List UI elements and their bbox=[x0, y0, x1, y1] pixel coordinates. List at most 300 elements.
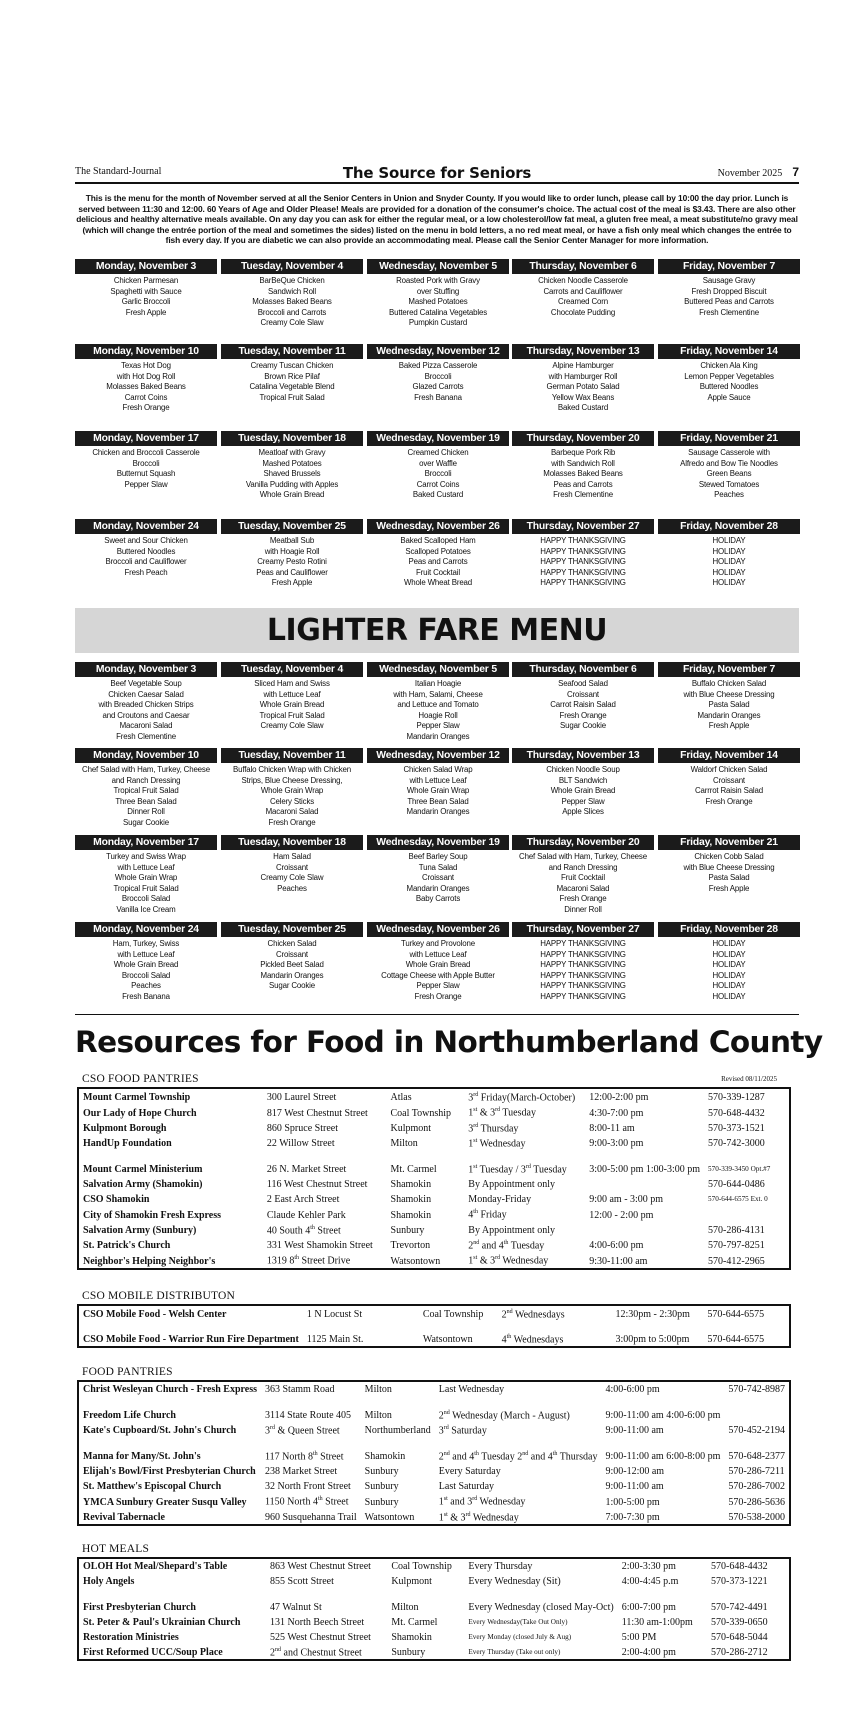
resource-row bbox=[78, 1509, 790, 1525]
resource-phone: 570-742-3000 bbox=[708, 1138, 765, 1150]
meal-item: HAPPY THANKSGIVING bbox=[540, 578, 626, 588]
meal-items bbox=[365, 536, 511, 589]
resource-phone: 570-286-7002 bbox=[728, 1481, 786, 1493]
day-header: Thursday, November 27 bbox=[512, 519, 654, 534]
resource-phone: 570-644-0486 bbox=[708, 1179, 765, 1191]
meal-item: Fruit Cocktail bbox=[561, 873, 605, 883]
day-header: Friday, November 28 bbox=[658, 519, 800, 534]
resource-addr: 817 West Chestnut Street bbox=[266, 1107, 368, 1119]
publication-name: The Standard-Journal bbox=[75, 166, 162, 177]
meal-item: Pasta Salad bbox=[708, 700, 750, 710]
resource-addr: 1319 8th Street Drive bbox=[266, 1255, 351, 1267]
meal-item: with Hamburger Roll bbox=[548, 371, 618, 381]
resource-when: Last Saturday bbox=[438, 1481, 495, 1493]
resource-row bbox=[78, 1629, 790, 1644]
day-header: Friday, November 7 bbox=[658, 662, 800, 677]
resource-city: Mt. Carmel bbox=[390, 1164, 437, 1176]
resource-section-title: HOT MEALS bbox=[82, 1543, 150, 1555]
meal-items bbox=[219, 679, 365, 732]
meal-item: Molasses Baked Beans bbox=[543, 469, 623, 479]
resource-city: Northumberland bbox=[364, 1425, 431, 1437]
meal-item: Fresh Clementine bbox=[699, 307, 759, 317]
meal-item: Whole Grain Bread bbox=[259, 490, 325, 500]
resource-addr: Claude Kehler Park bbox=[266, 1209, 346, 1221]
resource-time: 4:30-7:00 pm bbox=[589, 1107, 644, 1119]
meal-item: Tropical Fruit Salad bbox=[113, 883, 179, 893]
resource-name: HandUp Foundation bbox=[83, 1138, 172, 1150]
meal-item: Barbeque Pork Rib bbox=[550, 448, 616, 457]
meal-item: Broccoli bbox=[132, 458, 160, 468]
resource-time: 9:30-11:00 am bbox=[589, 1255, 648, 1267]
resource-row bbox=[78, 1104, 790, 1119]
resource-time: 12:00 - 2:00 pm bbox=[589, 1209, 654, 1221]
resource-phone: 570-452-2194 bbox=[728, 1425, 786, 1437]
meal-item: HAPPY THANKSGIVING bbox=[540, 970, 626, 980]
resource-city: Trevorton bbox=[390, 1240, 431, 1252]
resource-time: 4:00-6:00 pm bbox=[589, 1240, 644, 1252]
resource-addr: 116 West Chestnut Street bbox=[266, 1179, 368, 1191]
meal-item: Chef Salad with Ham, Turkey, Cheese bbox=[519, 852, 647, 861]
resource-when: 2nd Wednesday (March - August) bbox=[438, 1409, 570, 1421]
meal-items bbox=[73, 448, 219, 490]
meal-item: with Lettuce Leaf bbox=[409, 949, 467, 959]
meal-item: Fresh Orange bbox=[705, 796, 753, 806]
resource-phone bbox=[704, 1206, 790, 1221]
resource-row bbox=[78, 1493, 790, 1508]
lighter-fare-title: LIGHTER FARE MENU bbox=[75, 608, 799, 653]
meal-item: Sausage Casserole with bbox=[688, 448, 770, 457]
resource-when: Monday-Friday bbox=[468, 1194, 532, 1206]
meal-items bbox=[510, 276, 656, 318]
resource-name: St. Peter & Paul's Ukrainian Church bbox=[83, 1617, 241, 1628]
meal-item: HAPPY THANKSGIVING bbox=[540, 949, 626, 959]
meal-item: HOLIDAY bbox=[712, 939, 746, 948]
resource-row bbox=[78, 1252, 790, 1268]
meal-item: HAPPY THANKSGIVING bbox=[540, 536, 626, 545]
resource-addr: 117 North 8th Street bbox=[265, 1451, 344, 1463]
meal-item: Broccoli bbox=[424, 469, 452, 479]
meal-item: Meatball Sub bbox=[269, 536, 315, 545]
meal-item: Ham Salad bbox=[273, 852, 311, 861]
meal-item: Chicken Caesar Salad bbox=[108, 689, 184, 699]
resource-time: 3:00-5:00 pm 1:00-3:00 pm bbox=[589, 1164, 701, 1176]
meal-item: and Ranch Dressing bbox=[548, 862, 618, 872]
meal-item: Baked Custard bbox=[557, 403, 609, 413]
meal-item: Hoagie Roll bbox=[418, 710, 458, 720]
meal-item: Fresh Orange bbox=[559, 710, 607, 720]
meal-item: Turkey and Swiss Wrap bbox=[106, 852, 186, 861]
resource-city: Sunbury bbox=[391, 1647, 426, 1659]
meal-item: Texas Hot Dog bbox=[121, 361, 171, 370]
meal-item: Three Bean Salad bbox=[115, 796, 177, 806]
meal-items bbox=[219, 939, 365, 992]
meal-item: Apple Sauce bbox=[707, 392, 751, 402]
resource-name: Kate's Cupboard/St. John's Church bbox=[83, 1425, 237, 1437]
meal-item: Peaches bbox=[131, 981, 161, 991]
resource-addr: 131 North Beech Street bbox=[270, 1617, 365, 1628]
meal-item: HOLIDAY bbox=[712, 970, 746, 980]
meal-item: Mandarin Oranges bbox=[260, 970, 324, 980]
resource-name: Manna for Many/St. John's bbox=[83, 1451, 201, 1463]
resource-row bbox=[78, 1222, 790, 1237]
day-header: Thursday, November 13 bbox=[512, 344, 654, 359]
meal-item: Three Bean Salad bbox=[407, 796, 469, 806]
resource-row bbox=[78, 1088, 790, 1104]
meal-items bbox=[365, 679, 511, 743]
resource-time: 6:00-7:00 pm bbox=[621, 1602, 676, 1613]
meal-item: Italian Hoagie bbox=[414, 679, 462, 688]
resource-time: 12:30pm - 2:30pm bbox=[615, 1309, 690, 1321]
resource-city: Milton bbox=[364, 1410, 392, 1421]
meal-item: Celery Sticks bbox=[269, 796, 315, 806]
resource-phone: 570-742-8987 bbox=[728, 1384, 786, 1395]
meal-item: Chicken Ala King bbox=[700, 361, 758, 370]
resource-when: 1st & 3rd Tuesday bbox=[468, 1107, 536, 1119]
meal-items bbox=[510, 679, 656, 732]
meal-item: Beef Vegetable Soup bbox=[110, 679, 182, 688]
resource-name: Neighbor's Helping Neighbor's bbox=[83, 1255, 216, 1267]
meal-item: Chocolate Pudding bbox=[550, 307, 616, 317]
resource-row bbox=[78, 1422, 790, 1437]
resource-name: Holy Angels bbox=[83, 1576, 135, 1587]
day-header: Thursday, November 6 bbox=[512, 662, 654, 677]
resource-city: Mt. Carmel bbox=[391, 1617, 438, 1628]
meal-item: Carrrot Raisin Salad bbox=[694, 786, 764, 796]
meal-item: Broccoli bbox=[424, 371, 452, 381]
meal-items bbox=[656, 939, 802, 1003]
day-header: Friday, November 21 bbox=[658, 431, 800, 446]
meal-item: Whole Grain Bread bbox=[113, 960, 179, 970]
meal-item: Chicken Noodle Soup bbox=[546, 765, 620, 774]
resource-phone: 570-373-1521 bbox=[708, 1122, 765, 1134]
meal-item: with Sandwich Roll bbox=[551, 458, 615, 468]
resource-addr: 2 East Arch Street bbox=[266, 1194, 340, 1206]
meal-item: Mandarin Oranges bbox=[406, 731, 470, 741]
resource-phone: 570-742-4491 bbox=[710, 1602, 768, 1613]
meal-item: Fresh Banana bbox=[414, 392, 462, 402]
resource-name: City of Shamokin Fresh Express bbox=[83, 1209, 221, 1221]
resource-time: 1:00-5:00 pm bbox=[605, 1496, 660, 1508]
meal-item: Chicken Cobb Salad bbox=[694, 852, 764, 861]
day-header: Tuesday, November 11 bbox=[221, 748, 363, 763]
resource-city: Milton bbox=[390, 1138, 418, 1150]
resource-phone: 570-648-4432 bbox=[708, 1107, 765, 1119]
meal-item: Creamy Tuscan Chicken bbox=[250, 361, 334, 370]
meal-item: Glazed Carrots bbox=[412, 382, 464, 392]
resource-name: Our Lady of Hope Church bbox=[83, 1107, 197, 1119]
resource-when: 1st & 3rd Wednesday bbox=[438, 1511, 519, 1523]
day-header: Wednesday, November 12 bbox=[367, 344, 509, 359]
resource-addr: 1125 Main St. bbox=[306, 1334, 364, 1346]
meal-items bbox=[656, 361, 802, 403]
meal-item: Roasted Pork with Gravy bbox=[396, 276, 480, 285]
meal-items bbox=[219, 765, 365, 829]
resource-addr: 32 North Front Street bbox=[265, 1481, 351, 1493]
meal-item: with Lettuce Leaf bbox=[409, 775, 467, 785]
day-header: Monday, November 3 bbox=[75, 259, 217, 274]
meal-items bbox=[73, 361, 219, 414]
resource-name: CSO Mobile Food - Welsh Center bbox=[83, 1309, 227, 1321]
meal-item: Carrot Raisin Salad bbox=[550, 700, 616, 710]
day-header: Friday, November 7 bbox=[658, 259, 800, 274]
meal-item: Sugar Cookie bbox=[122, 817, 169, 827]
meal-item: Croissant bbox=[713, 775, 745, 785]
resource-addr: 2nd and Chestnut Street bbox=[270, 1647, 362, 1659]
meal-item: HAPPY THANKSGIVING bbox=[540, 557, 626, 567]
meal-items bbox=[73, 852, 219, 916]
meal-item: over Waffle bbox=[419, 458, 457, 468]
resource-phone: 570-286-5636 bbox=[728, 1496, 786, 1508]
meal-items bbox=[510, 765, 656, 818]
meal-item: BarBeQue Chicken bbox=[259, 276, 325, 285]
meal-item: Creamy Cole Slaw bbox=[260, 873, 324, 883]
meal-item: Creamy Cole Slaw bbox=[260, 318, 324, 328]
meal-items bbox=[219, 361, 365, 403]
meal-item: Yellow Wax Beans bbox=[551, 392, 615, 402]
meal-item: Waldorf Chicken Salad bbox=[690, 765, 768, 774]
resource-when: Every Wednesday (closed May-Oct) bbox=[468, 1602, 614, 1613]
resource-section-title: CSO FOOD PANTRIES bbox=[82, 1073, 199, 1085]
resource-time: 4:00-4:45 p.m bbox=[621, 1576, 679, 1587]
resource-when: Every Wednesday (Sit) bbox=[468, 1576, 561, 1587]
meal-item: HOLIDAY bbox=[712, 578, 746, 588]
resource-row bbox=[78, 1463, 790, 1478]
resource-when: 1st Wednesday bbox=[468, 1137, 526, 1150]
day-header: Thursday, November 13 bbox=[512, 748, 654, 763]
resource-city: Sunbury bbox=[364, 1496, 399, 1508]
day-header: Tuesday, November 25 bbox=[221, 922, 363, 937]
meal-item: Croissant bbox=[567, 689, 599, 699]
resource-addr: 863 West Chestnut Street bbox=[270, 1561, 371, 1572]
revised-date: Revised 08/11/2025 bbox=[721, 1075, 777, 1083]
meal-item: HAPPY THANKSGIVING bbox=[540, 981, 626, 991]
meal-item: Molasses Baked Beans bbox=[252, 297, 332, 307]
resource-time: 9:00-11:00 am bbox=[605, 1481, 664, 1493]
resource-when: Every Saturday bbox=[438, 1466, 501, 1478]
meal-item: Pepper Slaw bbox=[416, 981, 460, 991]
meal-item: Fresh Orange bbox=[122, 403, 170, 413]
meal-item: Turkey and Provolone bbox=[401, 939, 475, 948]
resource-name: Restoration Ministries bbox=[83, 1632, 179, 1643]
meal-item: Mashed Potatoes bbox=[262, 458, 322, 468]
resource-city: Atlas bbox=[390, 1092, 412, 1104]
meal-item: over Stuffing bbox=[416, 286, 460, 296]
resource-phone: 570-648-2377 bbox=[728, 1451, 786, 1463]
resource-when: 3rd Saturday bbox=[438, 1425, 487, 1437]
day-header: Wednesday, November 19 bbox=[367, 431, 509, 446]
meal-items bbox=[510, 536, 656, 589]
day-header: Wednesday, November 26 bbox=[367, 922, 509, 937]
meal-item: Fresh Dropped Biscuit bbox=[691, 286, 767, 296]
resource-time: 9:00-11:00 am bbox=[605, 1425, 664, 1437]
meal-item: Lemon Pepper Vegetables bbox=[684, 371, 774, 381]
resource-city: Shamokin bbox=[390, 1209, 432, 1221]
resource-row bbox=[78, 1478, 790, 1493]
meal-item: with Hot Dog Roll bbox=[116, 371, 176, 381]
meal-item: Pumpkin Custard bbox=[408, 318, 468, 328]
day-header: Monday, November 3 bbox=[75, 662, 217, 677]
meal-item: and Ranch Dressing bbox=[111, 775, 181, 785]
resource-when: 2nd Wednesdays bbox=[501, 1309, 565, 1321]
resource-phone: 570-412-2965 bbox=[708, 1255, 765, 1267]
resource-addr: 363 Stamm Road bbox=[265, 1384, 335, 1395]
resource-row bbox=[78, 1176, 790, 1191]
meal-item: Chef Salad with Ham, Turkey, Cheese bbox=[82, 765, 210, 774]
resource-time bbox=[585, 1176, 704, 1191]
resource-name: Kulpmont Borough bbox=[83, 1122, 167, 1134]
meal-items bbox=[656, 276, 802, 318]
meal-item: Croissant bbox=[276, 949, 308, 959]
resource-name: St. Matthew's Episcopal Church bbox=[83, 1481, 222, 1493]
resource-time: 9:00-11:00 am 4:00-6:00 pm bbox=[605, 1410, 721, 1421]
resource-city: Watsontown bbox=[422, 1334, 473, 1346]
meal-items bbox=[656, 536, 802, 589]
meal-items bbox=[510, 852, 656, 916]
resource-row bbox=[78, 1206, 790, 1221]
resource-addr: 1150 North 4th Street bbox=[265, 1496, 349, 1508]
section-title: The Source for Seniors bbox=[342, 164, 532, 182]
resource-city: Shamokin bbox=[391, 1632, 432, 1643]
meal-item: HAPPY THANKSGIVING bbox=[540, 960, 626, 970]
resource-addr: 960 Susquehanna Trail bbox=[265, 1511, 357, 1523]
resource-time: 9:00-3:00 pm bbox=[589, 1138, 644, 1150]
resource-name: First Reformed UCC/Soup Place bbox=[83, 1647, 223, 1659]
resource-time: 9:00-12:00 am bbox=[605, 1466, 665, 1478]
meal-item: with Blue Cheese Dressing bbox=[683, 689, 775, 699]
resource-row bbox=[78, 1588, 790, 1614]
meal-item: with Ham, Salami, Cheese bbox=[393, 689, 483, 699]
meal-item: Baked Custard bbox=[412, 490, 464, 500]
resource-row bbox=[78, 1381, 790, 1396]
meal-item: Sugar Cookie bbox=[268, 981, 315, 991]
day-header: Tuesday, November 4 bbox=[221, 662, 363, 677]
meal-item: with Breaded Chicken Strips bbox=[98, 700, 194, 710]
meal-item: Macaroni Salad bbox=[119, 721, 173, 731]
meal-item: Buttered Noodles bbox=[116, 546, 176, 556]
meal-item: Sausage Gravy bbox=[702, 276, 756, 285]
meal-item: Molasses Baked Beans bbox=[106, 382, 186, 392]
day-header: Monday, November 17 bbox=[75, 835, 217, 850]
meal-item: Croissant bbox=[276, 862, 308, 872]
meal-item: with Lettuce Leaf bbox=[117, 862, 175, 872]
meal-item: Stewed Tomatoes bbox=[698, 479, 760, 489]
meal-items bbox=[365, 361, 511, 403]
meal-item: Buffalo Chicken Wrap with Chicken bbox=[233, 765, 351, 774]
meal-item: Fresh Clementine bbox=[553, 490, 613, 500]
page-number: 7 bbox=[792, 165, 799, 179]
meal-items bbox=[73, 276, 219, 318]
meal-items bbox=[365, 852, 511, 905]
resource-phone: 570-286-4131 bbox=[708, 1224, 765, 1236]
resource-name: CSO Shamokin bbox=[83, 1194, 150, 1206]
meal-item: Tropical Fruit Salad bbox=[113, 786, 179, 796]
day-header: Friday, November 14 bbox=[658, 344, 800, 359]
meal-item: Buttered Peas and Carrots bbox=[684, 297, 774, 307]
meal-item: Whole Grain Wrap bbox=[406, 786, 470, 796]
resource-city: Coal Township bbox=[391, 1561, 452, 1572]
meal-item: Sugar Cookie bbox=[559, 721, 606, 731]
meal-item: Catalina Vegetable Blend bbox=[249, 382, 335, 392]
meal-items bbox=[656, 679, 802, 732]
meal-item: Peas and Carrots bbox=[553, 479, 613, 489]
resource-name: Christ Wesleyan Church - Fresh Express bbox=[83, 1384, 257, 1395]
day-header: Monday, November 24 bbox=[75, 922, 217, 937]
meal-item: HOLIDAY bbox=[712, 949, 746, 959]
meal-item: Whole Grain Bread bbox=[405, 960, 471, 970]
day-header: Wednesday, November 12 bbox=[367, 748, 509, 763]
meal-items bbox=[656, 852, 802, 894]
resources-title: Resources for Food in Northumberland County bbox=[75, 1025, 823, 1059]
day-header: Wednesday, November 5 bbox=[367, 662, 509, 677]
meal-item: Peaches bbox=[714, 490, 744, 500]
resource-addr: 855 Scott Street bbox=[270, 1576, 334, 1587]
meal-item: Spaghetti with Sauce bbox=[110, 286, 182, 296]
meal-item: Chicken and Broccoli Casserole bbox=[92, 448, 200, 457]
meal-item: Tuna Salad bbox=[418, 862, 458, 872]
meal-item: with Hoagie Roll bbox=[264, 546, 320, 556]
meal-item: Scalloped Potatoes bbox=[405, 546, 471, 556]
resource-addr: 22 Willow Street bbox=[266, 1138, 335, 1150]
resource-city: Sunbury bbox=[364, 1481, 399, 1493]
meal-item: Beef Barley Soup bbox=[408, 852, 468, 861]
meal-items bbox=[656, 448, 802, 501]
resource-city: Kulpmont bbox=[390, 1122, 432, 1134]
resource-section-title: CSO MOBILE DISTRIBUTON bbox=[82, 1290, 236, 1302]
meal-item: Fresh Apple bbox=[708, 883, 750, 893]
day-header: Monday, November 10 bbox=[75, 344, 217, 359]
meal-items bbox=[365, 939, 511, 1003]
meal-item: Fresh Apple bbox=[708, 721, 750, 731]
meal-items bbox=[73, 765, 219, 829]
meal-item: Apple Slices bbox=[562, 807, 604, 817]
meal-item: Sandwich Roll bbox=[267, 286, 317, 296]
resource-phone: 570-644-6575 bbox=[707, 1309, 765, 1321]
resource-when: Every Wednesday(Take Out Only) bbox=[468, 1618, 568, 1626]
day-header: Friday, November 21 bbox=[658, 835, 800, 850]
resource-when: 4th Wednesdays bbox=[501, 1334, 564, 1346]
meal-item: and Croutons and Caesar bbox=[102, 710, 190, 720]
resource-addr: 47 Walnut St bbox=[270, 1602, 322, 1613]
meal-item: Mandarin Oranges bbox=[697, 710, 761, 720]
meal-item: Macaroni Salad bbox=[265, 807, 319, 817]
meal-items bbox=[510, 361, 656, 414]
resource-addr: 3114 State Route 405 bbox=[265, 1410, 352, 1421]
resource-phone: 570-797-8251 bbox=[708, 1240, 765, 1252]
resource-row bbox=[78, 1321, 790, 1347]
day-header: Monday, November 24 bbox=[75, 519, 217, 534]
meal-item: Whole Grain Wrap bbox=[114, 873, 178, 883]
resource-phone: 570-339-1287 bbox=[708, 1092, 765, 1104]
meal-item: Pepper Slaw bbox=[561, 796, 605, 806]
resource-time: 4:00-6:00 pm bbox=[605, 1384, 660, 1395]
resource-row bbox=[78, 1237, 790, 1252]
day-header: Thursday, November 6 bbox=[512, 259, 654, 274]
resource-time: 3:00pm to 5:00pm bbox=[615, 1334, 690, 1346]
resource-phone: 570-648-5044 bbox=[710, 1632, 768, 1643]
resource-row bbox=[78, 1305, 790, 1321]
resource-when: 2nd and 4th Tuesday 2nd and 4th Thursday bbox=[438, 1451, 598, 1463]
resource-row bbox=[78, 1614, 790, 1629]
meal-items bbox=[510, 448, 656, 501]
meal-item: Fruit Cocktail bbox=[416, 567, 460, 577]
meal-item: with Lettuce Leaf bbox=[117, 949, 175, 959]
resource-addr: 860 Spruce Street bbox=[266, 1122, 338, 1134]
resource-name: Elijah's Bowl/First Presbyterian Church bbox=[83, 1466, 256, 1478]
resource-row bbox=[78, 1644, 790, 1660]
resource-when: 3rd Friday(March-October) bbox=[468, 1092, 576, 1104]
resource-city: Sunbury bbox=[364, 1466, 399, 1478]
resource-time: 8:00-11 am bbox=[589, 1122, 635, 1134]
